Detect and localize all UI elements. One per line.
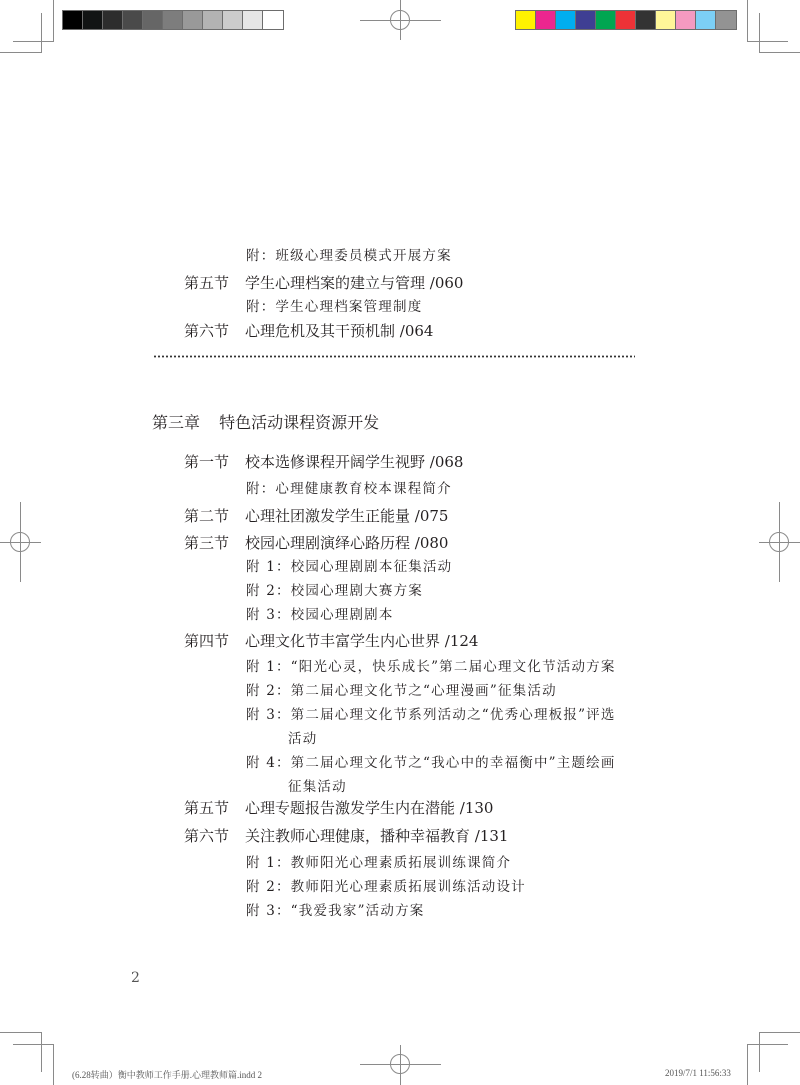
color-swatch: [516, 11, 536, 29]
crop-mark: [41, 13, 42, 53]
color-swatch: [243, 11, 263, 29]
color-swatch: [576, 11, 596, 29]
toc-appendix: 附 1：校园心理剧剧本征集活动: [246, 559, 453, 575]
toc-appendix: 附 2：教师阳光心理素质拓展训练活动设计: [246, 879, 526, 895]
color-swatch: [656, 11, 676, 29]
toc-appendix: 附 1：“阳光心灵，快乐成长”第二届心理文化节活动方案: [246, 659, 616, 675]
section-title: 心理危机及其干预机制 /064: [245, 322, 434, 340]
color-swatch: [103, 11, 123, 29]
crop-mark: [13, 1044, 54, 1045]
cmyk-color-bar: [515, 10, 737, 30]
crop-mark: [747, 41, 788, 42]
chapter-title: 特色活动课程资源开发: [219, 413, 380, 432]
toc-appendix: 附：心理健康教育校本课程简介: [246, 481, 452, 497]
crop-mark: [747, 1044, 788, 1045]
toc-appendix: 附：学生心理档案管理制度: [246, 299, 423, 315]
color-swatch: [536, 11, 556, 29]
section-label: 第二节: [184, 507, 230, 525]
color-swatch: [143, 11, 163, 29]
crop-mark: [747, 1044, 748, 1085]
section-label: 第三节: [184, 534, 230, 552]
color-swatch: [676, 11, 696, 29]
crop-mark: [747, 0, 748, 41]
section-title: 心理文化节丰富学生内心世界 /124: [245, 632, 479, 650]
section-title: 校本选修课程开阔学生视野 /068: [245, 453, 464, 471]
crop-mark: [759, 13, 760, 53]
toc-appendix-continuation: 活动: [288, 731, 318, 747]
toc-appendix-continuation: 征集活动: [288, 779, 347, 795]
toc-appendix: 附 1：教师阳光心理素质拓展训练课简介: [246, 855, 512, 871]
color-swatch: [636, 11, 656, 29]
toc-appendix: 附 2：校园心理剧大赛方案: [246, 583, 423, 599]
grayscale-color-bar: [62, 10, 284, 30]
chapter-heading[interactable]: [152, 412, 379, 434]
color-swatch: [596, 11, 616, 29]
color-swatch: [123, 11, 143, 29]
color-swatch: [163, 11, 183, 29]
toc-appendix: 附 3：第二届心理文化节系列活动之“优秀心理板报”评选: [246, 707, 616, 723]
toc-appendix: 附 3：校园心理剧剧本: [246, 607, 394, 623]
color-swatch: [556, 11, 576, 29]
section-title: 关注教师心理健康，播种幸福教育 /131: [245, 827, 509, 845]
crop-mark: [13, 41, 54, 42]
toc-appendix: 附 2：第二届心理文化节之“心理漫画”征集活动: [246, 683, 557, 699]
crop-mark: [759, 1032, 760, 1072]
dotted-divider: [153, 355, 635, 358]
crop-mark: [53, 0, 54, 41]
section-label: 第五节: [184, 799, 230, 817]
footer-filename: (6.28转曲）衡中教师工作手册.心理教师篇.indd 2: [72, 1070, 262, 1080]
crop-mark: [0, 52, 41, 53]
section-label: 第六节: [184, 322, 230, 340]
crop-mark: [41, 1032, 42, 1072]
color-swatch: [223, 11, 243, 29]
section-label: 第五节: [184, 274, 230, 292]
section-title: 心理专题报告激发学生内在潜能 /130: [245, 799, 494, 817]
chapter-label: 第三章: [152, 413, 201, 432]
footer-timestamp: 2019/7/1 11:56:33: [665, 1068, 731, 1078]
section-label: 第一节: [184, 453, 230, 471]
section-title: 学生心理档案的建立与管理 /060: [245, 274, 464, 292]
color-swatch: [696, 11, 716, 29]
section-title: 心理社团激发学生正能量 /075: [245, 507, 449, 525]
section-label: 第六节: [184, 827, 230, 845]
color-swatch: [183, 11, 203, 29]
section-label: 第四节: [184, 632, 230, 650]
color-swatch: [203, 11, 223, 29]
section-title: 校园心理剧演绎心路历程 /080: [245, 534, 449, 552]
toc-appendix: 附：班级心理委员模式开展方案: [246, 248, 452, 264]
crop-mark: [53, 1044, 54, 1085]
crop-mark: [759, 1032, 800, 1033]
toc-appendix: 附 4：第二届心理文化节之“我心中的幸福衡中”主题绘画: [246, 755, 616, 771]
page-number: 2: [131, 970, 140, 986]
color-swatch: [616, 11, 636, 29]
crop-mark: [0, 1032, 41, 1033]
color-swatch: [263, 11, 283, 29]
color-swatch: [83, 11, 103, 29]
color-swatch: [63, 11, 83, 29]
toc-appendix: 附 3：“我爱我家”活动方案: [246, 903, 425, 919]
color-swatch: [716, 11, 736, 29]
crop-mark: [759, 52, 800, 53]
